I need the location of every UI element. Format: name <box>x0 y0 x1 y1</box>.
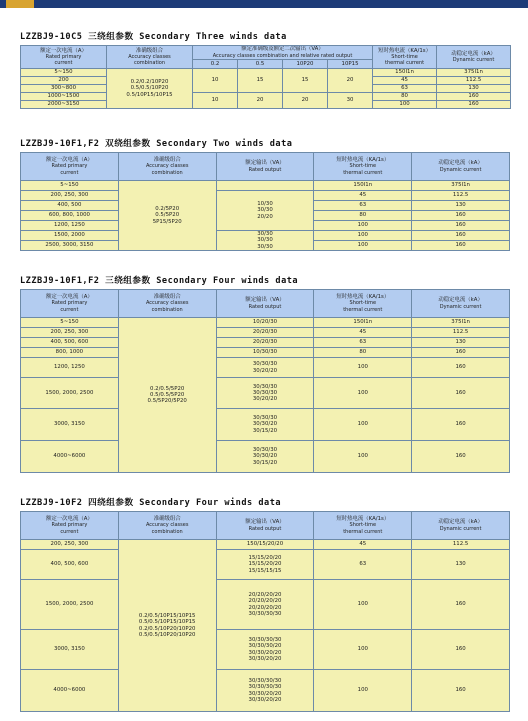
dynamic-cell: 130 <box>412 201 510 211</box>
rated-output-header: 额定输出（VA） Rated output <box>216 512 314 540</box>
output-col-header: 10P15 <box>328 60 373 69</box>
output-cell: 30 <box>328 93 373 109</box>
primary-current-cell: 1200, 1250 <box>21 358 119 378</box>
section-four-winds-f1f2 <box>20 274 510 473</box>
accuracy-cell: 0.2/0.2/10P20 0.5/0.5/10P20 0.5/10P15/10P15 <box>107 69 193 109</box>
primary-current-cell: 2000~3150 <box>21 101 107 109</box>
short-time-cell: 45 <box>314 540 412 550</box>
dynamic-header: 动稳定电流（kA） Dynamic current <box>437 46 511 69</box>
rated-output-header: 额定输出（VA） Rated output <box>216 290 314 318</box>
short-time-cell: 63 <box>314 550 412 580</box>
primary-current-cell: 200, 250, 300 <box>21 191 119 201</box>
primary-current-cell: 400, 500, 600 <box>21 550 119 580</box>
dynamic-header: 动稳定电流（kA） Dynamic current <box>412 153 510 181</box>
output-cell: 150/15/20/20 <box>216 540 314 550</box>
primary-current-cell: 400, 500 <box>21 201 119 211</box>
dynamic-header: 动稳定电流（kA） Dynamic current <box>412 512 510 540</box>
dynamic-cell: 375I1n <box>412 181 510 191</box>
short-time-cell: 80 <box>314 211 412 221</box>
section-two-winds <box>20 137 510 251</box>
short-time-cell: 100 <box>373 101 437 109</box>
primary-current-header: 额定一次电流（A） Rated primary current <box>21 512 119 540</box>
primary-current-cell: 5~150 <box>21 318 119 328</box>
dynamic-cell: 160 <box>412 241 510 251</box>
output-cell: 30/30 30/30 30/30 <box>216 231 314 251</box>
short-time-cell: 45 <box>314 328 412 338</box>
dynamic-cell: 160 <box>412 231 510 241</box>
short-time-cell: 80 <box>314 348 412 358</box>
output-cell <box>216 181 314 191</box>
accuracy-header: 准确级组合 Accuracy classes combination <box>118 290 216 318</box>
primary-current-cell: 800, 1000 <box>21 348 119 358</box>
rated-output-header: 额定输出（VA） Rated output <box>216 153 314 181</box>
short-time-cell: 63 <box>314 338 412 348</box>
output-cell: 10 <box>193 93 238 109</box>
section-four-winds-f2 <box>20 496 510 712</box>
output-cell: 30/30/30 30/30/20 30/15/20 <box>216 409 314 441</box>
primary-current-cell: 600, 800, 1000 <box>21 211 119 221</box>
dynamic-cell: 160 <box>412 670 510 712</box>
short-time-cell: 45 <box>314 191 412 201</box>
dynamic-cell: 160 <box>412 358 510 378</box>
dynamic-cell: 112.5 <box>412 328 510 338</box>
primary-current-cell: 1500, 2000, 2500 <box>21 580 119 630</box>
primary-current-cell: 1200, 1250 <box>21 221 119 231</box>
primary-current-cell: 3000, 3150 <box>21 409 119 441</box>
accuracy-header: 准确级组合 Accuracy classes combination <box>118 153 216 181</box>
output-cell: 20/20/30 <box>216 338 314 348</box>
short-time-cell: 100 <box>314 580 412 630</box>
accuracy-header: 准确级组合 Accuracy classes combination <box>118 512 216 540</box>
output-cell: 30/30/30/30 30/30/30/30 30/30/20/20 30/30/20/20 <box>216 670 314 712</box>
short-time-cell: 45 <box>373 77 437 85</box>
short-time-cell: 100 <box>314 231 412 241</box>
short-time-header: 短时热电流（KA/1s） Short-time thermal current <box>373 46 437 69</box>
dynamic-cell: 160 <box>412 630 510 670</box>
short-time-cell: 100 <box>314 441 412 473</box>
output-cell: 30/30/30 30/30/30 30/20/20 <box>216 378 314 409</box>
primary-current-cell: 1500, 2000 <box>21 231 119 241</box>
short-time-cell: 100 <box>314 630 412 670</box>
spec-table <box>20 45 511 109</box>
accuracy-header: 准确级组合 Accuracy classes combination <box>107 46 193 69</box>
output-cell: 30/30/30 30/20/20 <box>216 358 314 378</box>
primary-current-cell: 4000~6000 <box>21 441 119 473</box>
section-title: LZZBJ9-10F1,F2 三绕组参数 Secondary Four winds data <box>20 276 299 286</box>
output-cell: 20/20/20/20 20/20/20/20 20/20/20/20 30/30/30/30 <box>216 580 314 630</box>
primary-current-cell: 200, 250, 300 <box>21 540 119 550</box>
short-time-cell: 80 <box>373 93 437 101</box>
short-time-cell: 100 <box>314 670 412 712</box>
spec-table <box>20 152 510 251</box>
spec-table <box>20 289 510 473</box>
primary-current-header: 额定一次电流（A） Rated primary current <box>21 153 119 181</box>
rated-output-header: 额定准确级及额定二次输出（VA） Accuracy classes combination and relative rated output <box>193 46 373 60</box>
primary-current-cell: 200, 250, 300 <box>21 328 119 338</box>
primary-current-cell: 400, 500, 600 <box>21 338 119 348</box>
section-title: LZZBJ9-10F1,F2 双绕组参数 Secondary Two winds data <box>20 139 293 149</box>
output-cell: 10 <box>193 69 238 93</box>
output-cell: 10/30/30 <box>216 348 314 358</box>
dynamic-cell: 160 <box>412 378 510 409</box>
section-three-winds-c5 <box>20 30 510 109</box>
output-cell: 15/15/20/20 15/15/20/20 15/15/15/15 <box>216 550 314 580</box>
dynamic-header: 动稳定电流（kA） Dynamic current <box>412 290 510 318</box>
short-time-cell: 100 <box>314 241 412 251</box>
output-col-header: 10P20 <box>283 60 328 69</box>
short-time-cell: 63 <box>314 201 412 211</box>
dynamic-cell: 160 <box>412 348 510 358</box>
primary-current-header: 额定一次电流（A） Rated primary current <box>21 290 119 318</box>
dynamic-cell: 130 <box>412 550 510 580</box>
primary-current-cell: 200 <box>21 77 107 85</box>
dynamic-cell: 160 <box>437 101 511 109</box>
dynamic-cell: 112.5 <box>412 540 510 550</box>
short-time-cell: 150I1n <box>314 318 412 328</box>
dynamic-cell: 130 <box>412 338 510 348</box>
output-cell: 15 <box>238 69 283 93</box>
output-cell: 30/30/30 30/30/20 30/15/20 <box>216 441 314 473</box>
output-cell: 10/30 30/30 20/20 <box>216 191 314 231</box>
output-col-header: 0.2 <box>193 60 238 69</box>
primary-current-cell: 3000, 3150 <box>21 630 119 670</box>
short-time-cell: 150I1n <box>314 181 412 191</box>
accuracy-cell: 0.2/0.5/10P15/10P15 0.5/0.5/10P15/10P15 0.2/0.5/10P20/10P20 0.5/0.5/10P20/10P20 <box>118 540 216 712</box>
short-time-header: 短时热电流（KA/1s） Short-time thermal current <box>314 153 412 181</box>
primary-current-cell: 1000~1500 <box>21 93 107 101</box>
primary-current-cell: 5~150 <box>21 181 119 191</box>
primary-current-header: 额定一次电流（A） Rated primary current <box>21 46 107 69</box>
short-time-cell: 100 <box>314 221 412 231</box>
section-title: LZZBJ9-10C5 三绕组参数 Secondary Three winds data <box>20 32 287 42</box>
output-cell: 20 <box>283 93 328 109</box>
primary-current-cell: 2500, 3000, 3150 <box>21 241 119 251</box>
dynamic-cell: 112.5 <box>412 191 510 201</box>
short-time-cell: 100 <box>314 409 412 441</box>
short-time-cell: 100 <box>314 358 412 378</box>
short-time-cell: 100 <box>314 378 412 409</box>
short-time-header: 短时热电流（KA/1s） Short-time thermal current <box>314 290 412 318</box>
dynamic-cell: 130 <box>437 85 511 93</box>
section-title: LZZBJ9-10F2 四绕组参数 Secondary Four winds data <box>20 498 282 508</box>
dynamic-cell: 160 <box>412 221 510 231</box>
primary-current-cell: 5~150 <box>21 69 107 77</box>
output-cell: 20 <box>328 69 373 93</box>
dynamic-cell: 160 <box>412 580 510 630</box>
spec-table <box>20 511 510 712</box>
dynamic-cell: 375I1n <box>412 318 510 328</box>
output-cell: 20/20/30 <box>216 328 314 338</box>
short-time-cell: 150I1n <box>373 69 437 77</box>
short-time-cell: 63 <box>373 85 437 93</box>
output-cell: 10/20/30 <box>216 318 314 328</box>
output-cell: 15 <box>283 69 328 93</box>
output-cell: 20 <box>238 93 283 109</box>
output-cell: 30/30/30/30 30/30/30/20 30/30/20/20 30/30/20/20 <box>216 630 314 670</box>
accuracy-cell: 0.2/0.5/5P20 0.5/0.5/5P20 0.5/5P20/5P20 <box>118 318 216 473</box>
company-logo <box>6 0 34 8</box>
primary-current-cell: 1500, 2000, 2500 <box>21 378 119 409</box>
header-band <box>0 0 528 8</box>
primary-current-cell: 4000~6000 <box>21 670 119 712</box>
dynamic-cell: 160 <box>437 93 511 101</box>
dynamic-cell: 112.5 <box>437 77 511 85</box>
accuracy-cell: 0.2/5P20 0.5/5P20 5P15/5P20 <box>118 181 216 251</box>
dynamic-cell: 160 <box>412 441 510 473</box>
dynamic-cell: 160 <box>412 211 510 221</box>
primary-current-cell: 300~800 <box>21 85 107 93</box>
output-col-header: 0.5 <box>238 60 283 69</box>
short-time-header: 短时热电流（KA/1s） Short-time thermal current <box>314 512 412 540</box>
dynamic-cell: 160 <box>412 409 510 441</box>
dynamic-cell: 375I1n <box>437 69 511 77</box>
